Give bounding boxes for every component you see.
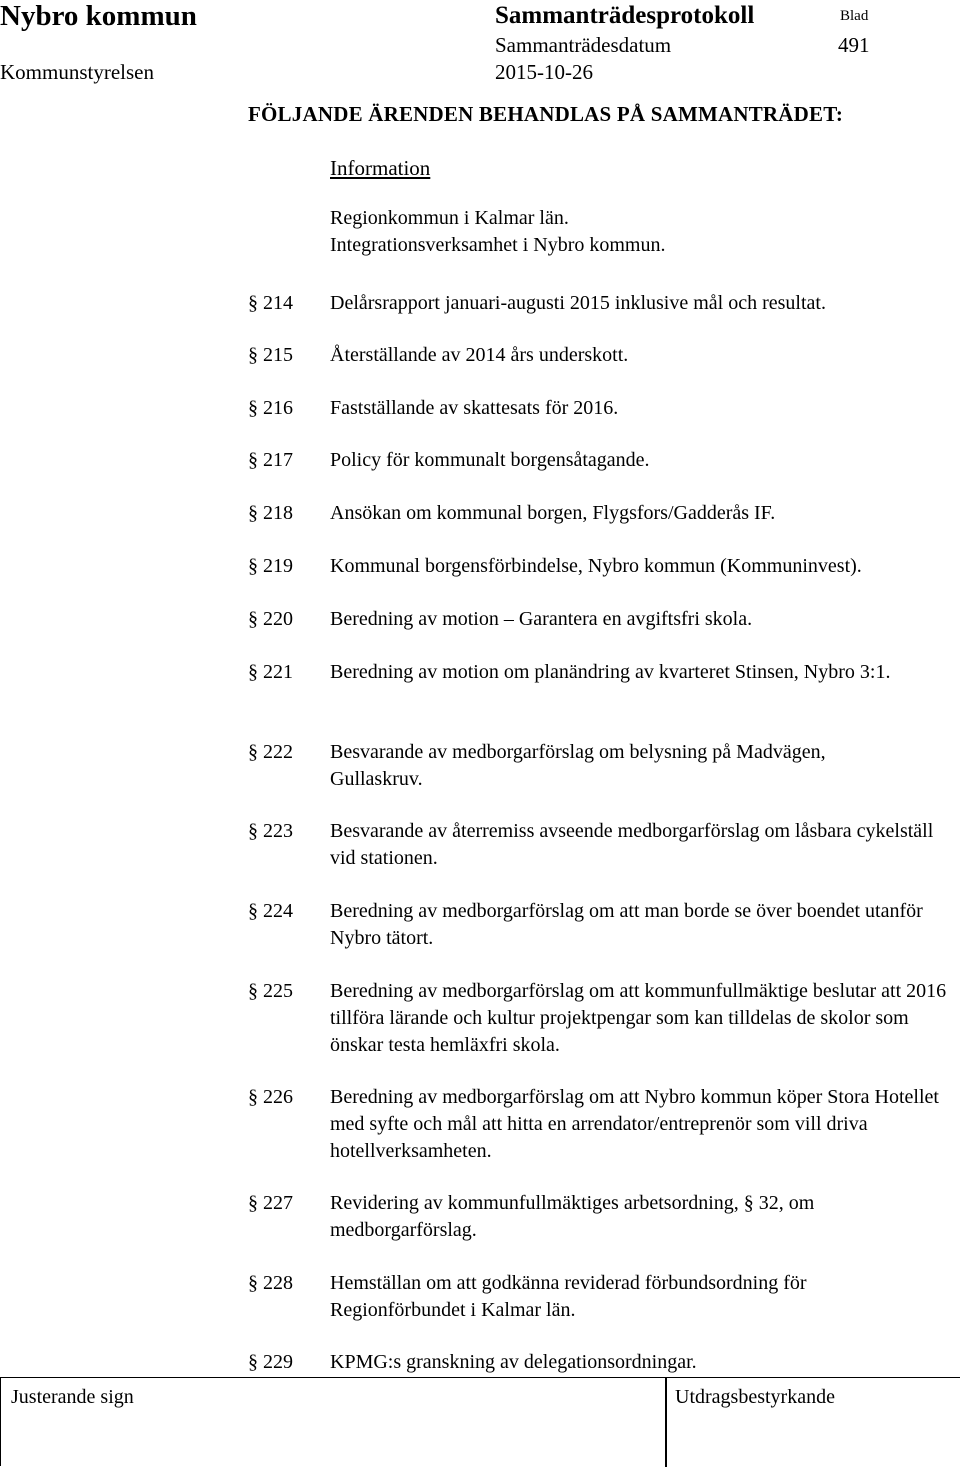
meeting-date-label: Sammanträdesdatum bbox=[495, 33, 672, 57]
item-number: 228 bbox=[263, 1272, 293, 1294]
item-number: 225 bbox=[263, 980, 293, 1002]
section-sign: § bbox=[248, 555, 258, 577]
signature-footer bbox=[0, 1377, 960, 1466]
municipality-name: Nybro kommun bbox=[0, 0, 197, 32]
section-sign: § bbox=[248, 820, 258, 842]
section-sign: § bbox=[248, 608, 258, 630]
item-number: 222 bbox=[263, 741, 293, 763]
section-sign: § bbox=[248, 1351, 258, 1373]
section-sign: § bbox=[248, 344, 258, 366]
section-sign: § bbox=[248, 900, 258, 922]
section-sign: § bbox=[248, 449, 258, 471]
section-sign: § bbox=[248, 980, 258, 1002]
item-text: KPMG:s granskning av delegationsordningar. bbox=[330, 1351, 697, 1373]
item-number: 216 bbox=[263, 397, 293, 419]
section-sign: § bbox=[248, 1192, 258, 1214]
agenda-heading: FÖLJANDE ÄRENDEN BEHANDLAS PÅ SAMMANTRÄDET: bbox=[248, 102, 844, 126]
section-sign: § bbox=[248, 292, 258, 314]
item-number: 214 bbox=[263, 292, 293, 314]
information-line: Integrationsverksamhet i Nybro kommun. bbox=[330, 234, 666, 256]
section-sign: § bbox=[248, 1086, 258, 1108]
item-number: 229 bbox=[263, 1351, 293, 1373]
adjusting-signature-label: Justerande sign bbox=[11, 1386, 134, 1408]
item-number: 223 bbox=[263, 820, 293, 842]
information-label: Information bbox=[330, 156, 431, 180]
item-number: 227 bbox=[263, 1192, 293, 1214]
item-text: Återställande av 2014 års underskott. bbox=[330, 344, 629, 366]
item-number: 215 bbox=[263, 344, 293, 366]
section-sign: § bbox=[248, 502, 258, 524]
board-name: Kommunstyrelsen bbox=[0, 60, 154, 84]
item-number: 217 bbox=[263, 449, 293, 471]
item-text: Delårsrapport januari-augusti 2015 inklusive mål och resultat. bbox=[330, 292, 826, 314]
footer-divider bbox=[665, 1378, 667, 1467]
item-number: 224 bbox=[263, 900, 293, 922]
item-text: Beredning av medborgarförslag om att kommunfullmäktige beslutar att 2016 tillföra lärande och kultur projektpengar som kan tilldelas de skolor som önskar testa hemläxfri skola. bbox=[330, 980, 947, 1056]
item-text: Revidering av kommunfullmäktiges arbetsordning, § 32, om medborgarförslag. bbox=[330, 1192, 815, 1241]
item-text: Ansökan om kommunal borgen, Flygsfors/Gadderås IF. bbox=[330, 502, 776, 524]
information-lines bbox=[330, 205, 666, 259]
item-text: Hemställan om att godkänna reviderad förbundsordning för Regionförbundet i Kalmar län. bbox=[330, 1272, 807, 1321]
item-text: Beredning av motion om planändring av kvarteret Stinsen, Nybro 3:1. bbox=[330, 661, 891, 683]
item-text: Besvarande av återremiss avseende medborgarförslag om låsbara cykelställ vid stationen. bbox=[330, 820, 934, 869]
item-number: 221 bbox=[263, 661, 293, 683]
item-text: Beredning av medborgarförslag om att man borde se över boendet utanför Nybro tätort. bbox=[330, 900, 923, 949]
meeting-date-value: 2015-10-26 bbox=[495, 60, 593, 84]
protocol-title: Sammanträdesprotokoll bbox=[495, 2, 755, 29]
item-text: Kommunal borgensförbindelse, Nybro kommun (Kommuninvest). bbox=[330, 555, 862, 577]
item-text: Policy för kommunalt borgensåtagande. bbox=[330, 449, 650, 471]
section-sign: § bbox=[248, 661, 258, 683]
item-number: 218 bbox=[263, 502, 293, 524]
sheet-label: Blad bbox=[840, 8, 869, 24]
sheet-number: 491 bbox=[838, 33, 870, 57]
item-number: 219 bbox=[263, 555, 293, 577]
section-sign: § bbox=[248, 1272, 258, 1294]
item-text: Beredning av medborgarförslag om att Nybro kommun köper Stora Hotellet med syfte och mål att hitta en arrendator/entreprenör som vill driva hotellverksamheten. bbox=[330, 1086, 939, 1162]
item-text: Fastställande av skattesats för 2016. bbox=[330, 397, 619, 419]
section-sign: § bbox=[248, 741, 258, 763]
item-number: 226 bbox=[263, 1086, 293, 1108]
item-text: Beredning av motion – Garantera en avgiftsfri skola. bbox=[330, 608, 753, 630]
item-text: Besvarande av medborgarförslag om belysning på Madvägen, Gullaskruv. bbox=[330, 741, 826, 790]
section-sign: § bbox=[248, 397, 258, 419]
information-line: Regionkommun i Kalmar län. bbox=[330, 207, 569, 229]
item-number: 220 bbox=[263, 608, 293, 630]
extract-certification-label: Utdragsbestyrkande bbox=[675, 1386, 835, 1408]
